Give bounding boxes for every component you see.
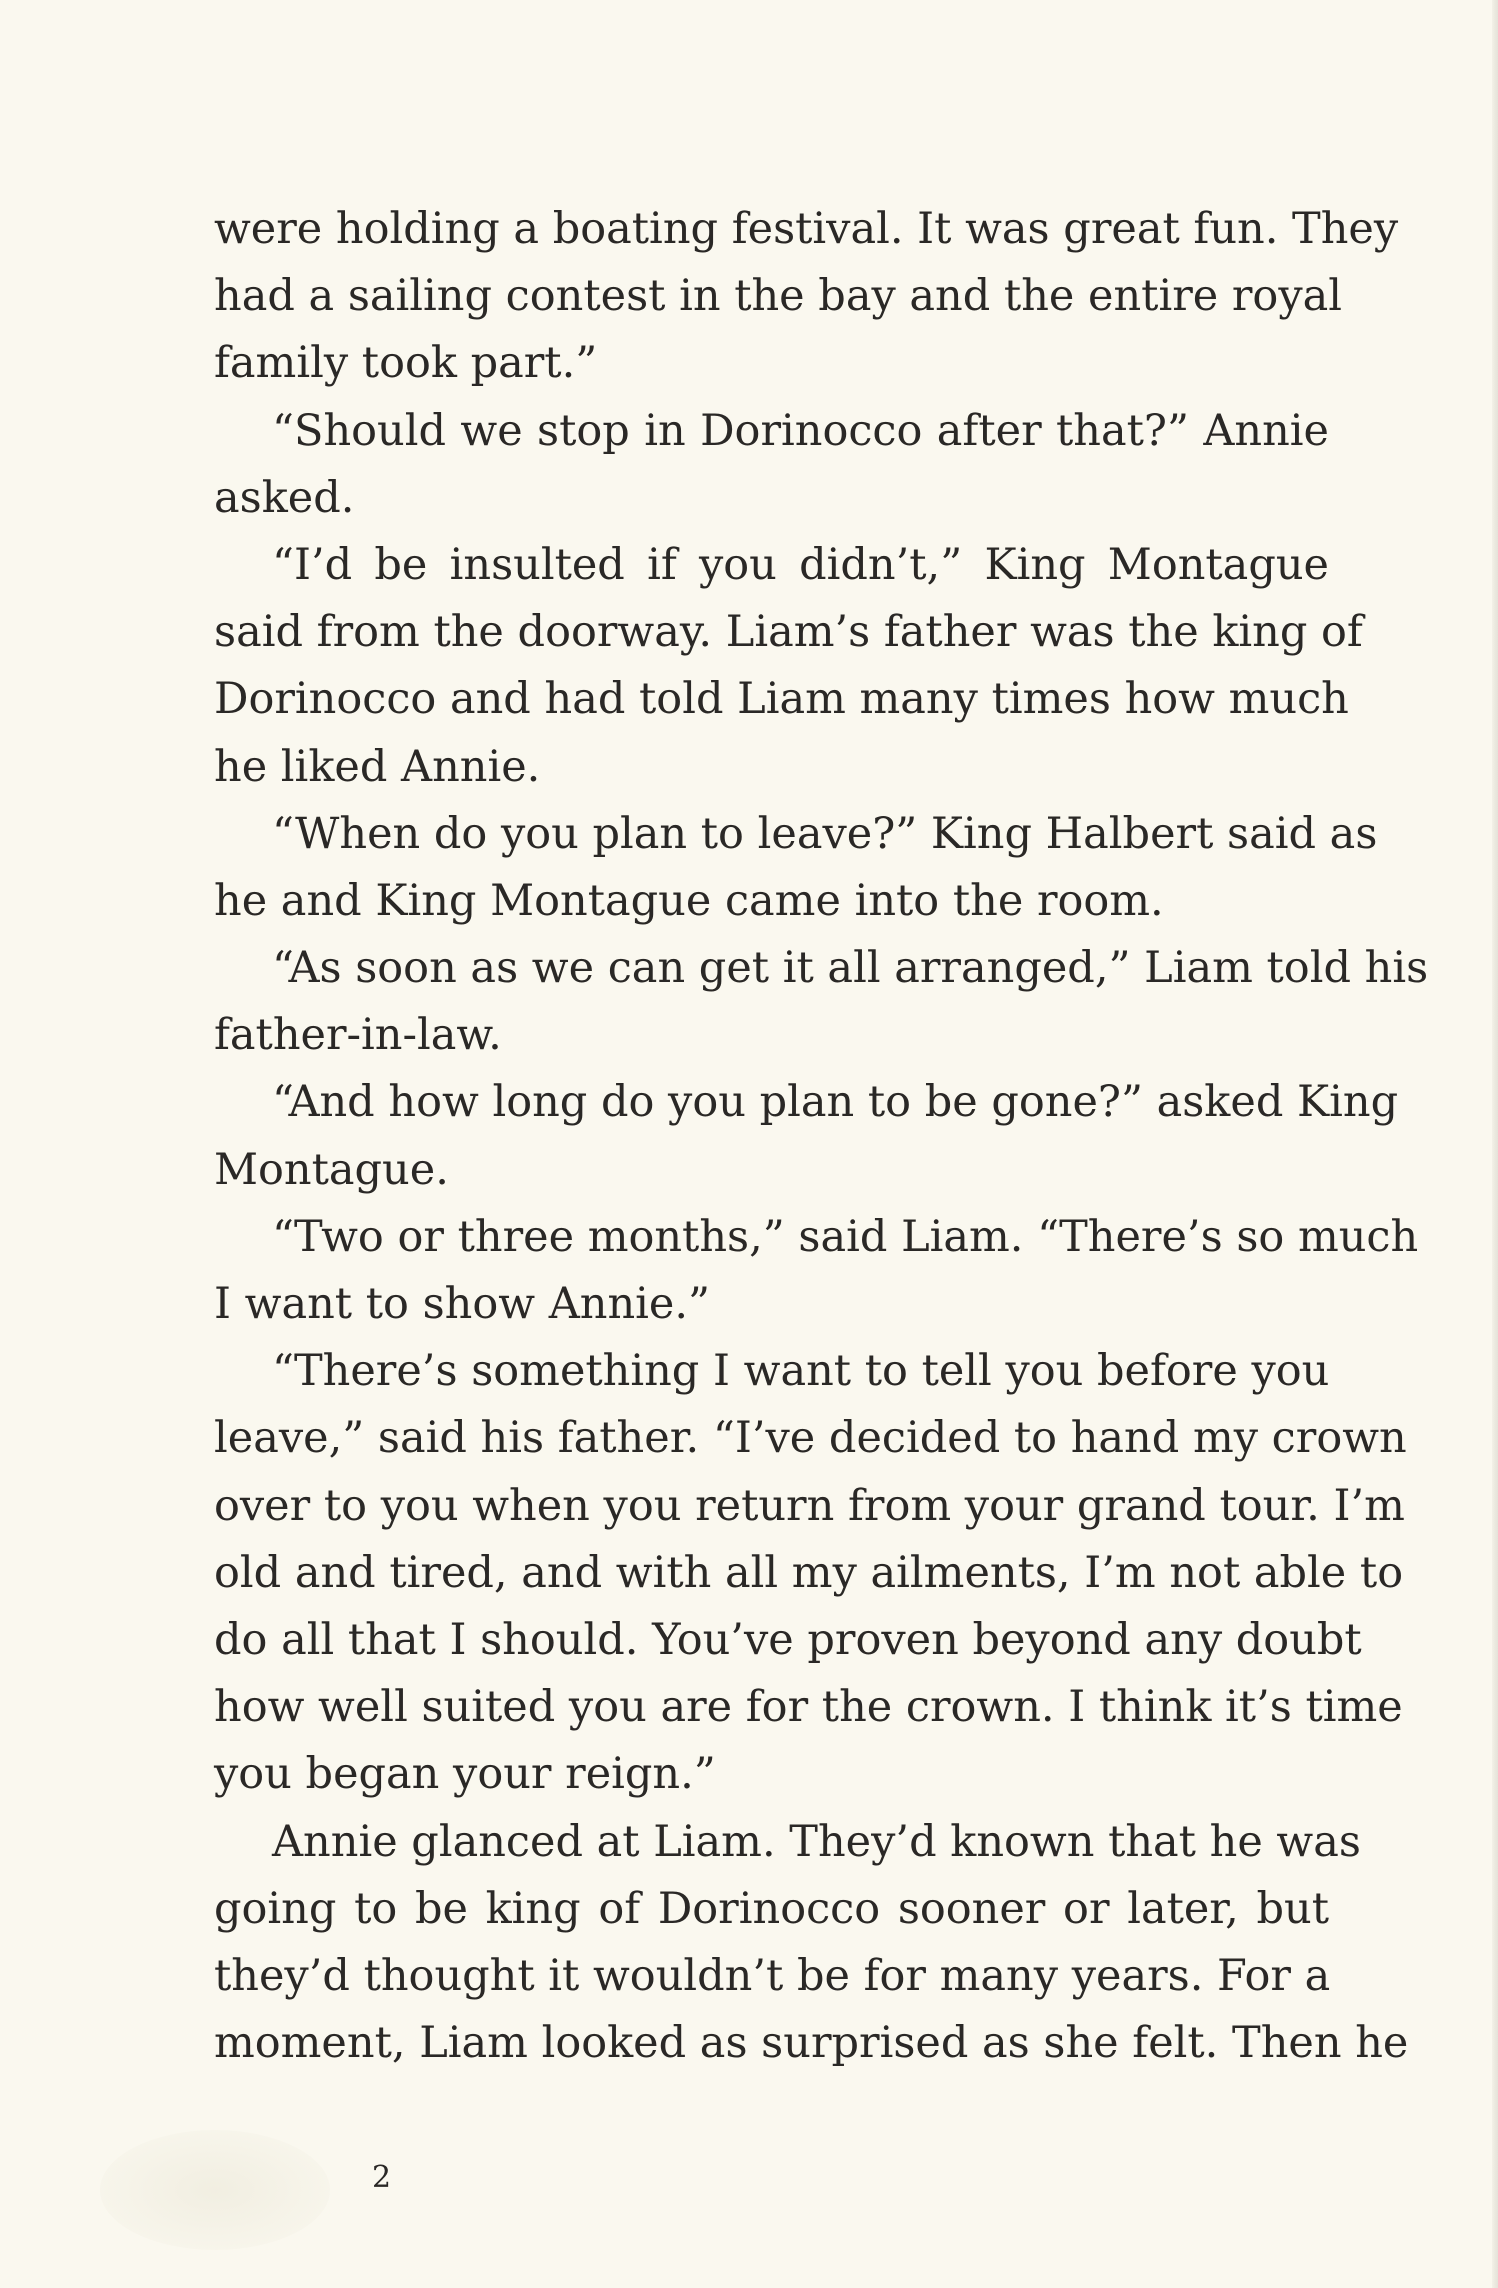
text-line: over to you when you return from your grand tour. I’m xyxy=(214,1480,1405,1531)
text-line: had a sailing contest in the bay and the entire royal xyxy=(214,271,1342,322)
text-line: leave,” said his father. “I’ve decided to hand my crown xyxy=(214,1413,1407,1464)
text-line: said from the doorway. Liam’s father was the king of xyxy=(214,607,1363,658)
text-line: “There’s something I want to tell you before you xyxy=(272,1346,1330,1397)
text-line: “Should we stop in Dorinocco after that?” Annie xyxy=(272,405,1329,456)
page-edge-shadow xyxy=(1492,0,1498,2288)
text-line: he and King Montague came into the room. xyxy=(214,875,1164,926)
body-text xyxy=(214,196,1429,2077)
page-number: 2 xyxy=(372,2160,392,2195)
text-line: “As soon as we can get it all arranged,” Liam told his xyxy=(272,943,1429,994)
text-line: you began your reign.” xyxy=(214,1749,716,1800)
text-line: Dorinocco and had told Liam many times how much xyxy=(214,674,1349,725)
text-line: family took part.” xyxy=(214,338,598,389)
text-line: “When do you plan to leave?” King Halbert said as xyxy=(272,808,1378,859)
text-line: “Two or three months,” said Liam. “There’s so much xyxy=(272,1211,1419,1262)
text-line: Annie glanced at Liam. They’d known that he was xyxy=(272,1816,1361,1867)
text-line: “And how long do you plan to be gone?” asked King xyxy=(272,1077,1399,1128)
text-line: how well suited you are for the crown. I think it’s time xyxy=(214,1682,1403,1733)
text-line: “I’d be insulted if you didn’t,” King Montague xyxy=(272,539,1329,590)
page-smudge xyxy=(100,2130,330,2250)
text-line: Montague. xyxy=(214,1144,449,1195)
text-line: old and tired, and with all my ailments, I’m not able to xyxy=(214,1547,1404,1598)
text-line: asked. xyxy=(214,472,355,523)
text-line: I want to show Annie.” xyxy=(214,1279,710,1329)
text-line: do all that I should. You’ve proven beyond any doubt xyxy=(214,1614,1362,1665)
text-line: going to be king of Dorinocco sooner or later, but xyxy=(214,1883,1329,1934)
text-line: they’d thought it wouldn’t be for many years. For a xyxy=(214,1950,1331,2001)
text-line: he liked Annie. xyxy=(214,741,541,792)
text-line: were holding a boating festival. It was great fun. They xyxy=(214,204,1399,254)
text-line: father-in-law. xyxy=(214,1010,502,1061)
text-line: moment, Liam looked as surprised as she felt. Then he xyxy=(214,2018,1409,2069)
